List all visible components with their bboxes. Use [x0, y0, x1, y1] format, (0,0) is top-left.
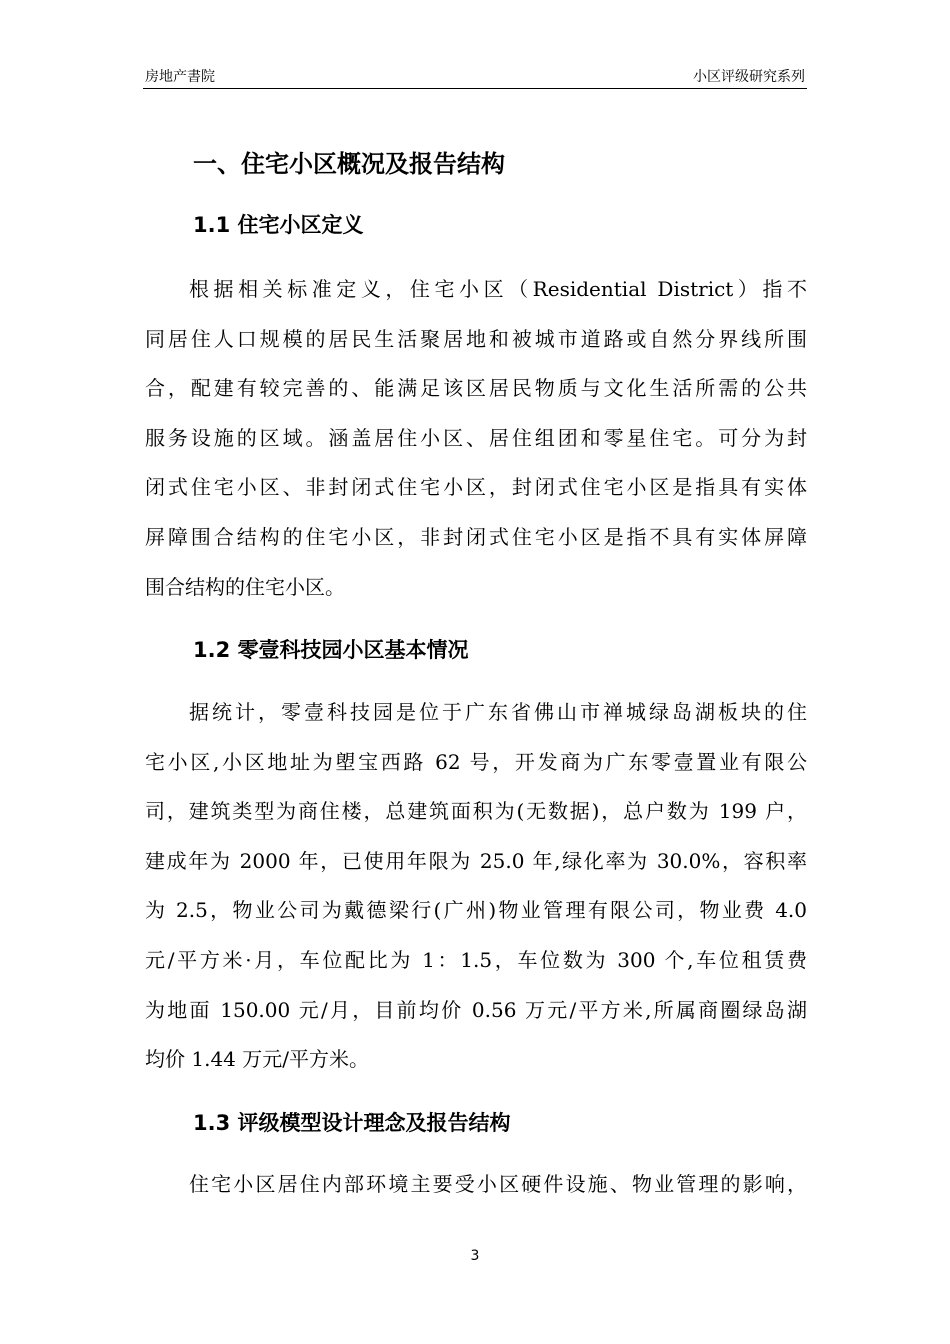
page-header-left: 房地产書院 — [145, 69, 215, 85]
section-heading-1-3: 1.3 评级模型设计理念及报告结构 — [193, 1111, 511, 1135]
paragraph-line: 建成年为 2000 年，已使用年限为 25.0 年,绿化率为 30.0%，容积率 — [145, 848, 807, 873]
paragraph-line: 闭式住宅小区、非封闭式住宅小区，封闭式住宅小区是指具有实体 — [145, 475, 807, 500]
paragraph-line: 据统计，零壹科技园是位于广东省佛山市禅城绿岛湖板块的住 — [189, 700, 807, 724]
paragraph-line: 司，建筑类型为商住楼，总建筑面积为(无数据)，总户数为 199 户， — [145, 799, 807, 824]
paragraph-line: 屏障围合结构的住宅小区，非封闭式住宅小区是指不具有实体屏障 — [145, 524, 807, 549]
paragraph-line: 为 2.5，物业公司为戴德梁行(广州)物业管理有限公司，物业费 4.0 — [145, 898, 807, 923]
section-heading-1-1: 1.1 住宅小区定义 — [193, 213, 364, 237]
paragraph-line: 根据相关标准定义，住宅小区（Residential District）指不 — [189, 277, 807, 301]
header-divider — [143, 88, 807, 89]
paragraph-line: 围合结构的住宅小区。 — [145, 574, 345, 599]
page-header-right: 小区评级研究系列 — [693, 69, 805, 85]
chapter-title: 一、住宅小区概况及报告结构 — [193, 150, 505, 178]
section-paragraph-1-2 — [145, 688, 807, 1085]
paragraph-line: 住宅小区居住内部环境主要受小区硬件设施、物业管理的影响， — [189, 1172, 807, 1196]
paragraph-line: 为地面 150.00 元/月，目前均价 0.56 万元/平方米,所属商圈绿岛湖 — [145, 997, 807, 1022]
section-heading-1-2: 1.2 零壹科技园小区基本情况 — [193, 638, 469, 662]
paragraph-line: 合，配建有较完善的、能满足该区居民物质与文化生活所需的公共 — [145, 376, 807, 401]
paragraph-line: 宅小区,小区地址为塱宝西路 62 号，开发商为广东零壹置业有限公 — [145, 749, 807, 774]
paragraph-line: 同居住人口规模的居民生活聚居地和被城市道路或自然分界线所围 — [145, 326, 807, 351]
page-number: 3 — [470, 1248, 480, 1264]
section-paragraph-1-1 — [145, 265, 807, 612]
paragraph-line: 均价 1.44 万元/平方米。 — [145, 1047, 369, 1072]
paragraph-line: 服务设施的区域。涵盖居住小区、居住组团和零星住宅。可分为封 — [145, 425, 807, 450]
section-paragraph-1-3 — [145, 1160, 807, 1210]
paragraph-line: 元/平方米·月，车位配比为 1：1.5，车位数为 300 个,车位租赁费 — [145, 947, 807, 972]
